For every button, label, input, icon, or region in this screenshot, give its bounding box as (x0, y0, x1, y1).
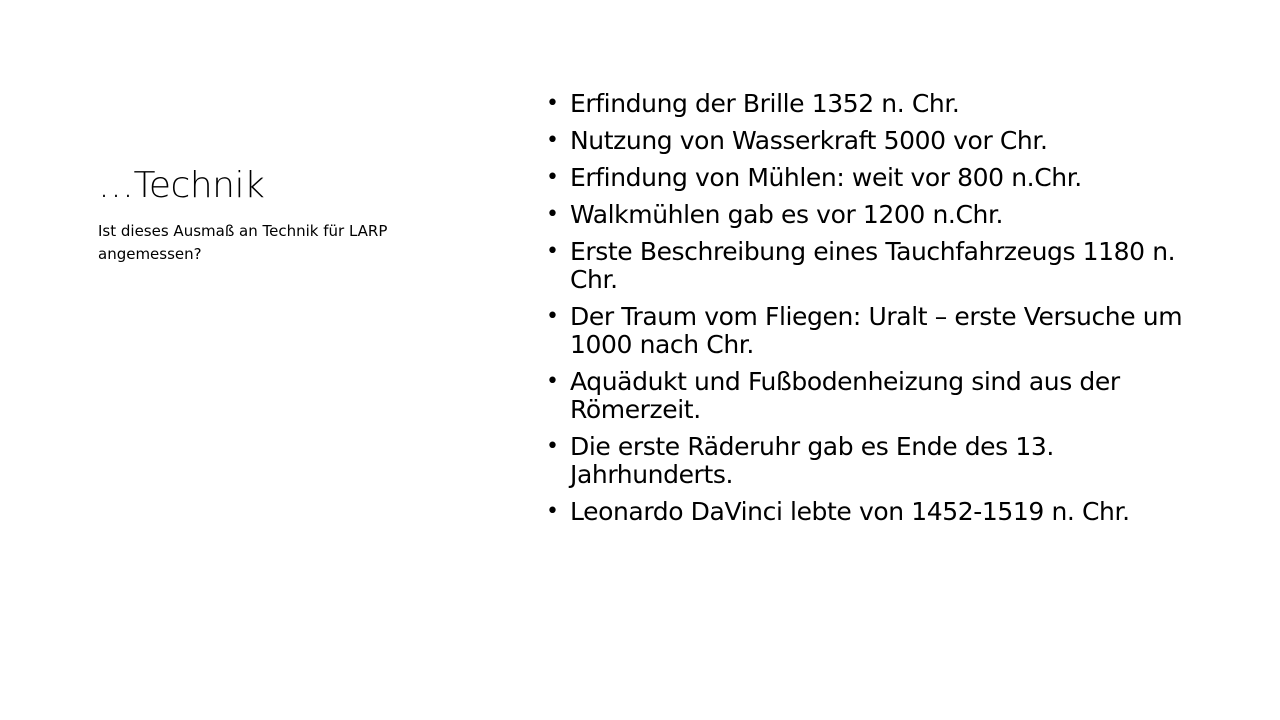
bullet-text: Walkmühlen gab es vor 1200 n.Chr. (570, 200, 1004, 229)
bullet-dot-icon: • (546, 434, 559, 459)
bullet-item (546, 368, 1186, 424)
bullet-text: Erste Beschreibung eines Tauchfahrzeugs 1180 n. Chr. (570, 237, 1176, 294)
bullet-text: Die erste Räderuhr gab es Ende des 13. Jahrhunderts. (570, 432, 1054, 489)
bullet-dot-icon: • (546, 202, 559, 227)
bullet-item (546, 433, 1186, 489)
bullet-dot-icon: • (546, 128, 559, 153)
bullet-dot-icon: • (546, 369, 559, 394)
bullet-item (546, 498, 1186, 526)
bullet-item (546, 90, 1186, 118)
slide-subtitle: Ist dieses Ausmaß an Technik für LARP angemessen? (98, 222, 388, 263)
bullet-dot-icon: • (546, 91, 559, 116)
bullet-text: Nutzung von Wasserkraft 5000 vor Chr. (570, 126, 1048, 155)
bullet-item (546, 238, 1186, 294)
bullet-dot-icon: • (546, 239, 559, 264)
bullet-text: Leonardo DaVinci lebte von 1452-1519 n. Chr. (570, 497, 1130, 526)
bullet-item (546, 201, 1186, 229)
slide-title: …Technik (98, 165, 265, 206)
bullet-text: Der Traum vom Fliegen: Uralt – erste Versuche um 1000 nach Chr. (570, 302, 1183, 359)
bullet-dot-icon: • (546, 499, 559, 524)
bullet-text: Erfindung der Brille 1352 n. Chr. (570, 89, 960, 118)
bullet-list (546, 90, 1186, 535)
bullet-item (546, 303, 1186, 359)
bullet-dot-icon: • (546, 165, 559, 190)
bullet-text: Aquädukt und Fußbodenheizung sind aus der Römerzeit. (570, 367, 1120, 424)
bullet-text: Erfindung von Mühlen: weit vor 800 n.Chr. (570, 163, 1082, 192)
bullet-dot-icon: • (546, 304, 559, 329)
bullet-item (546, 164, 1186, 192)
bullet-item (546, 127, 1186, 155)
